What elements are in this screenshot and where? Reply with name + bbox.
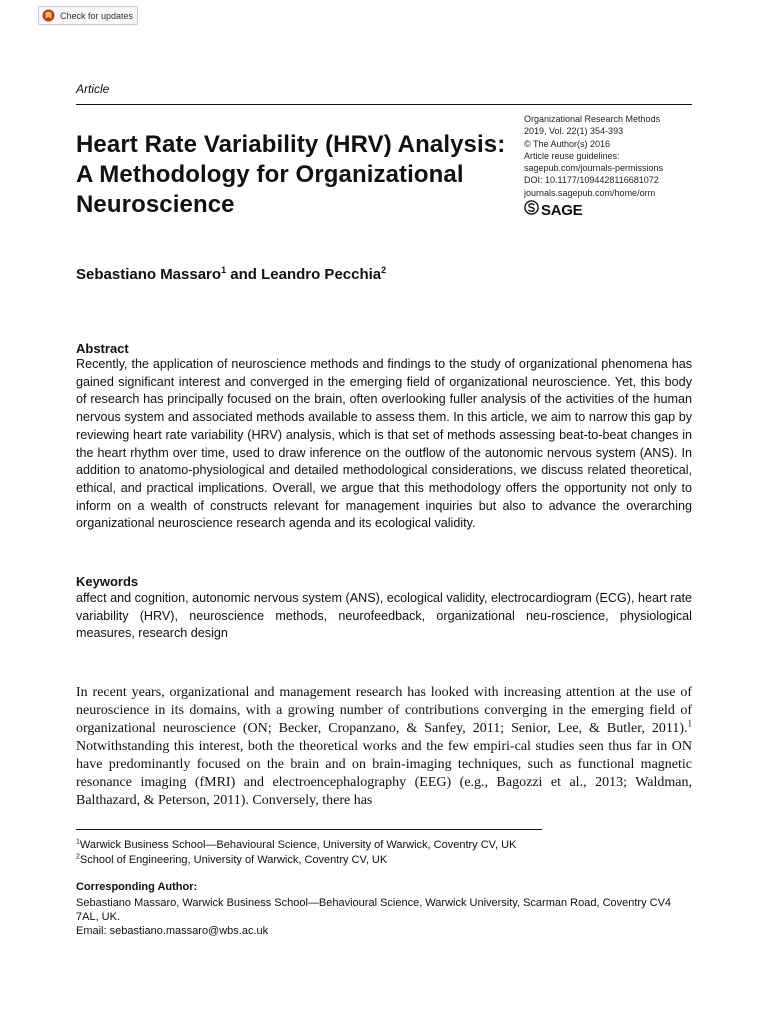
sage-wordmark: SAGE	[541, 201, 583, 219]
affiliation-num-2: 2	[76, 853, 80, 861]
reuse-label: Article reuse guidelines:	[524, 150, 620, 161]
check-for-updates-label: Check for updates	[60, 10, 134, 21]
corresponding-email[interactable]: Email: sebastiano.massaro@wbs.ac.uk	[76, 925, 269, 937]
sage-mark-icon	[524, 200, 539, 220]
author-line	[76, 266, 386, 283]
footnote-rule	[76, 829, 542, 830]
author-massaro: Sebastiano Massaro	[76, 266, 222, 283]
affiliations	[76, 838, 516, 868]
journal-volume: 2019, Vol. 22(1) 354-393	[524, 126, 624, 137]
abstract-text: Recently, the application of neuroscience methods and findings to the study of organizational phenomena has gained significant interest and converged in the emerging field of organizational neuroscience. Yet, this body of research has principally focused on the brain, often overlooking fuller analysis of the activities of the human nervous system and associated methods available to assess them. In this article, we aim to narrow this gap by reviewing heart rate variability (HRV) analysis, which is that set of methods assessing beat-to-beat changes in the heart rhythm over time, used to draw inference on the outflow of the autonomic nervous system (ANS). In addition to anatomo-physiological and detailed methodological considerations, we discuss related theoretical, ethical, and practical implications. Overall, we argue that this methodology offers the opportunity not only to inform on a wealth of constructs relevant for management inquiries but also to advance the overarching organizational neuroscience research agenda and its ecological validity.	[76, 357, 692, 531]
affiliation-num-1: 1	[76, 838, 80, 846]
corresponding-address: Sebastiano Massaro, Warwick Business School—Behavioural Science, Warwick University, Scarman Road, Coventry CV4 7AL, UK.	[76, 897, 672, 923]
author-connector: and	[226, 266, 262, 283]
body-text-part2: Notwithstanding this interest, both the theoretical works and the few empiri-cal studies seen thus far in ON have predominantly focused on the brain and on brain-imaging techniques, such as functional magnetic resonance imaging (fMRI) and electroencephalography (EEG) (e.g., Bagozzi et al., 2013; Waldman, Balthazard, & Peterson, 2011). Conversely, there has	[76, 739, 692, 808]
affiliation-text-1: Warwick Business School—Behavioural Science, University of Warwick, Coventry CV, UK	[79, 839, 517, 851]
abstract-heading: Abstract	[76, 341, 129, 356]
journal-meta	[524, 113, 724, 199]
author-pecchia: Leandro Pecchia	[261, 266, 382, 283]
journal-name: Organizational Research Methods	[524, 114, 661, 124]
doi-link[interactable]: DOI: 10.1177/1094428116681072	[524, 175, 659, 186]
footnote-ref-1[interactable]: 1	[687, 718, 692, 729]
copyright: © The Author(s) 2016	[524, 138, 611, 149]
body-text-part1: In recent years, organizational and management research has looked with increasing attention at the use of neuroscience in its domains, with a growing number of contributions converging in the emerging field of organizational neuroscience (ON; Becker, Cropanzano, & Sanfey, 2011; Senior, Lee, & Butler, 2011).	[76, 685, 692, 736]
body-paragraph	[76, 684, 692, 810]
corresponding-author	[76, 896, 696, 938]
keywords-heading: Keywords	[76, 574, 139, 589]
affiliation-marker-1: 1	[221, 265, 227, 275]
corresponding-author-heading: Corresponding Author:	[76, 881, 198, 893]
affiliation-marker-2: 2	[381, 265, 387, 275]
permissions-link[interactable]: sagepub.com/journals-permissions	[524, 163, 664, 174]
article-type-label: Article	[76, 82, 110, 96]
header-rule	[76, 104, 692, 105]
journal-home-link[interactable]: journals.sagepub.com/home/orm	[524, 187, 656, 198]
paper-title: Heart Rate Variability (HRV) Analysis: A Methodology for Organizational Neuroscience	[76, 131, 506, 218]
keywords-text: affect and cognition, autonomic nervous system (ANS), ecological validity, electrocardiogram (ECG), heart rate variability (HRV), neuroscience methods, neurofeedback, organizational neu-roscience, physiological measures, research design	[76, 591, 692, 641]
affiliation-1	[76, 838, 516, 853]
affiliation-2	[76, 853, 516, 868]
affiliation-text-2: School of Engineering, University of Warwick, Coventry CV, UK	[79, 854, 388, 866]
sage-logo	[524, 200, 582, 220]
updates-icon	[42, 9, 55, 22]
check-for-updates-button[interactable]	[38, 6, 138, 25]
